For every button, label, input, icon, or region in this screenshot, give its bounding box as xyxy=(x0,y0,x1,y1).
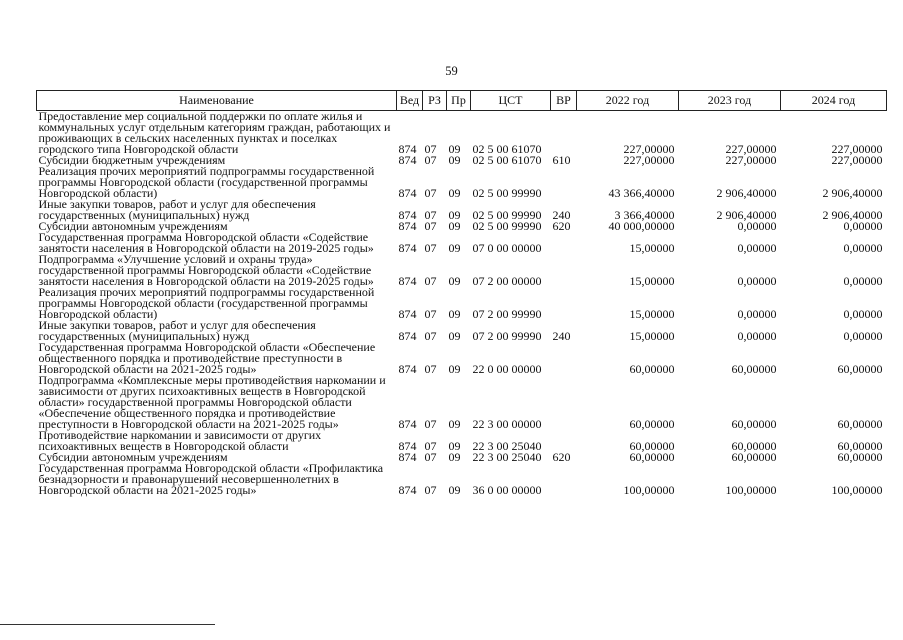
cell-cst: 02 5 00 61070 xyxy=(472,153,542,167)
footer-rule xyxy=(0,624,215,625)
cell-cst: 22 3 00 25040 xyxy=(472,450,542,464)
cell-name: Иные закупки товаров, работ и услуг для обеспечения государственных (муниципальных) нужд xyxy=(38,197,316,222)
cell-vr xyxy=(551,166,577,199)
cell-name: Субсидии бюджетным учреждениям xyxy=(38,153,226,167)
cell-2024: 227,00000 xyxy=(831,142,883,156)
table-row xyxy=(37,463,887,496)
cell-vr: 610 xyxy=(552,153,571,167)
cell-vr xyxy=(551,111,577,156)
cell-2022: 60,00000 xyxy=(629,362,675,376)
header-2024: 2024 год xyxy=(781,91,887,111)
cell-rz: 07 xyxy=(424,208,437,222)
cell-name: Предоставление мер социальной поддержки по оплате жилья и коммунальных услуг отдельным категориям граждан, работающих и проживающих в сельских населенных пунктах и поселках городского типа Новгородской области xyxy=(38,109,391,156)
cell-rz: 07 xyxy=(424,186,437,200)
cell-ved: 874 xyxy=(398,483,417,497)
cell-pr: 09 xyxy=(448,186,461,200)
cell-pr: 09 xyxy=(448,142,461,156)
cell-name: Субсидии автономным учреждениям xyxy=(38,450,228,464)
cell-ved: 874 xyxy=(398,307,417,321)
table-row xyxy=(37,199,887,221)
cell-ved: 874 xyxy=(398,450,417,464)
header-2023: 2023 год xyxy=(679,91,781,111)
cell-pr: 09 xyxy=(448,153,461,167)
table-row xyxy=(37,166,887,199)
cell-vr: 240 xyxy=(552,208,571,222)
cell-2023: 60,00000 xyxy=(731,439,777,453)
cell-cst: 07 2 00 00000 xyxy=(472,274,542,288)
cell-name: Государственная программа Новгородской области «Обеспечение общественного порядка и противодействие преступности в Новгородской области на 2021-2025 годы» xyxy=(38,340,376,376)
cell-2022: 227,00000 xyxy=(623,142,675,156)
cell-ved: 874 xyxy=(398,329,417,343)
cell-name: Реализация прочих мероприятий подпрограммы государственной программы Новгородской области (государственной программы Новгородской области) xyxy=(38,164,375,200)
cell-2024: 0,00000 xyxy=(843,219,883,233)
cell-pr: 09 xyxy=(448,329,461,343)
cell-2022: 15,00000 xyxy=(629,329,675,343)
cell-2024: 100,00000 xyxy=(831,483,883,497)
cell-pr: 09 xyxy=(448,483,461,497)
cell-name: Иные закупки товаров, работ и услуг для обеспечения государственных (муниципальных) нужд xyxy=(38,318,316,343)
cell-ved: 874 xyxy=(398,219,417,233)
cell-rz: 07 xyxy=(424,450,437,464)
cell-cst: 02 5 00 99990 xyxy=(472,219,542,233)
table-row xyxy=(37,342,887,375)
cell-ved: 874 xyxy=(398,417,417,431)
cell-2024: 0,00000 xyxy=(843,329,883,343)
cell-2024: 2 906,40000 xyxy=(822,208,883,222)
table-row xyxy=(37,254,887,287)
cell-2023: 2 906,40000 xyxy=(716,186,777,200)
cell-vr: 620 xyxy=(552,219,571,233)
cell-pr: 09 xyxy=(448,417,461,431)
cell-ved: 874 xyxy=(398,439,417,453)
table-row xyxy=(37,111,887,156)
cell-vr xyxy=(551,342,577,375)
table-row xyxy=(37,430,887,452)
cell-name: Подпрограмма «Улучшение условий и охраны труда» государственной программы Новгородской области «Содействие занятости населения в Новгородской области на 2019-2025 годы» xyxy=(38,252,374,288)
cell-name: Государственная программа Новгородской области «Содействие занятости населения в Новгородской области на 2019-2025 годы» xyxy=(38,230,374,255)
cell-pr: 09 xyxy=(448,362,461,376)
cell-ved: 874 xyxy=(398,362,417,376)
header-vr: ВР xyxy=(551,91,577,111)
cell-2022: 15,00000 xyxy=(629,307,675,321)
table-row xyxy=(37,320,887,342)
cell-ved: 874 xyxy=(398,186,417,200)
table-row xyxy=(37,375,887,430)
header-2022: 2022 год xyxy=(577,91,679,111)
cell-name: Государственная программа Новгородской области «Профилактика безнадзорности и правонарушений несовершеннолетних в Новгородской области на 2021-2025 годы» xyxy=(38,461,384,497)
header-ved: Вед xyxy=(397,91,423,111)
cell-pr: 09 xyxy=(448,274,461,288)
cell-2024: 60,00000 xyxy=(837,439,883,453)
cell-name: Субсидии автономным учреждениям xyxy=(38,219,228,233)
cell-cst: 36 0 00 00000 xyxy=(472,483,542,497)
cell-name: Подпрограмма «Комплексные меры противодействия наркомании и зависимости от других психоактивных веществ в Новгородской области» государственной программы Новгородской области «Обеспечение общественного порядка и противодействие преступности в Новгородской области на 2021-2025 годы» xyxy=(38,373,386,431)
cell-2023: 100,00000 xyxy=(725,483,777,497)
cell-2024: 0,00000 xyxy=(843,241,883,255)
cell-2022: 3 366,40000 xyxy=(614,208,675,222)
cell-pr: 09 xyxy=(448,439,461,453)
cell-2024: 2 906,40000 xyxy=(822,186,883,200)
cell-2022: 60,00000 xyxy=(629,439,675,453)
table-row xyxy=(37,287,887,320)
cell-vr xyxy=(551,463,577,496)
cell-cst: 07 2 00 99990 xyxy=(472,307,542,321)
cell-pr: 09 xyxy=(448,241,461,255)
cell-2023: 60,00000 xyxy=(731,362,777,376)
cell-2024: 60,00000 xyxy=(837,450,883,464)
cell-name: Реализация прочих мероприятий подпрограммы государственной программы Новгородской области (государственной программы Новгородской области) xyxy=(38,285,375,321)
cell-2023: 0,00000 xyxy=(737,274,777,288)
budget-table xyxy=(36,90,887,496)
cell-cst: 22 0 00 00000 xyxy=(472,362,542,376)
cell-rz: 07 xyxy=(424,417,437,431)
cell-cst: 02 5 00 61070 xyxy=(472,142,542,156)
cell-ved: 874 xyxy=(398,241,417,255)
cell-pr: 09 xyxy=(448,450,461,464)
cell-rz: 07 xyxy=(424,307,437,321)
cell-ved: 874 xyxy=(398,208,417,222)
cell-rz: 07 xyxy=(424,142,437,156)
cell-2022: 60,00000 xyxy=(629,417,675,431)
cell-2023: 227,00000 xyxy=(725,142,777,156)
table-row xyxy=(37,232,887,254)
cell-2024: 227,00000 xyxy=(831,153,883,167)
cell-vr xyxy=(551,287,577,320)
cell-2023: 0,00000 xyxy=(737,329,777,343)
cell-vr xyxy=(551,232,577,254)
cell-name: Противодействие наркомании и зависимости от других психоактивных веществ в Новгородской области xyxy=(38,428,322,453)
cell-2024: 0,00000 xyxy=(843,274,883,288)
cell-ved: 874 xyxy=(398,142,417,156)
cell-2023: 2 906,40000 xyxy=(716,208,777,222)
cell-rz: 07 xyxy=(424,483,437,497)
cell-2022: 60,00000 xyxy=(629,450,675,464)
cell-rz: 07 xyxy=(424,274,437,288)
cell-2023: 60,00000 xyxy=(731,450,777,464)
cell-pr: 09 xyxy=(448,307,461,321)
cell-2024: 0,00000 xyxy=(843,307,883,321)
header-name: Наименование xyxy=(37,91,397,111)
cell-rz: 07 xyxy=(424,439,437,453)
cell-vr: 240 xyxy=(552,329,571,343)
cell-ved: 874 xyxy=(398,274,417,288)
cell-2023: 0,00000 xyxy=(737,219,777,233)
cell-cst: 07 0 00 00000 xyxy=(472,241,542,255)
cell-vr xyxy=(551,430,577,452)
cell-2023: 227,00000 xyxy=(725,153,777,167)
cell-2022: 15,00000 xyxy=(629,241,675,255)
cell-2024: 60,00000 xyxy=(837,417,883,431)
cell-cst: 07 2 00 99990 xyxy=(472,329,542,343)
cell-cst: 22 3 00 25040 xyxy=(472,439,542,453)
cell-pr: 09 xyxy=(448,208,461,222)
header-cst: ЦСТ xyxy=(471,91,551,111)
cell-cst: 02 5 00 99990 xyxy=(472,208,542,222)
cell-2022: 40 000,00000 xyxy=(608,219,675,233)
cell-2022: 15,00000 xyxy=(629,274,675,288)
cell-2022: 227,00000 xyxy=(623,153,675,167)
header-pr: Пр xyxy=(447,91,471,111)
cell-2022: 100,00000 xyxy=(623,483,675,497)
cell-rz: 07 xyxy=(424,153,437,167)
cell-2023: 60,00000 xyxy=(731,417,777,431)
cell-2022: 43 366,40000 xyxy=(608,186,675,200)
cell-cst: 22 3 00 00000 xyxy=(472,417,542,431)
cell-2023: 0,00000 xyxy=(737,307,777,321)
cell-rz: 07 xyxy=(424,329,437,343)
cell-rz: 07 xyxy=(424,362,437,376)
cell-rz: 07 xyxy=(424,241,437,255)
cell-vr xyxy=(551,254,577,287)
cell-ved: 874 xyxy=(398,153,417,167)
cell-2023: 0,00000 xyxy=(737,241,777,255)
cell-vr: 620 xyxy=(552,450,571,464)
table-header-row xyxy=(37,91,887,111)
cell-rz: 07 xyxy=(424,219,437,233)
cell-pr: 09 xyxy=(448,219,461,233)
cell-2024: 60,00000 xyxy=(837,362,883,376)
cell-cst: 02 5 00 99990 xyxy=(472,186,542,200)
cell-vr xyxy=(551,375,577,430)
page-number: 59 xyxy=(445,64,458,78)
header-rz: РЗ xyxy=(423,91,447,111)
